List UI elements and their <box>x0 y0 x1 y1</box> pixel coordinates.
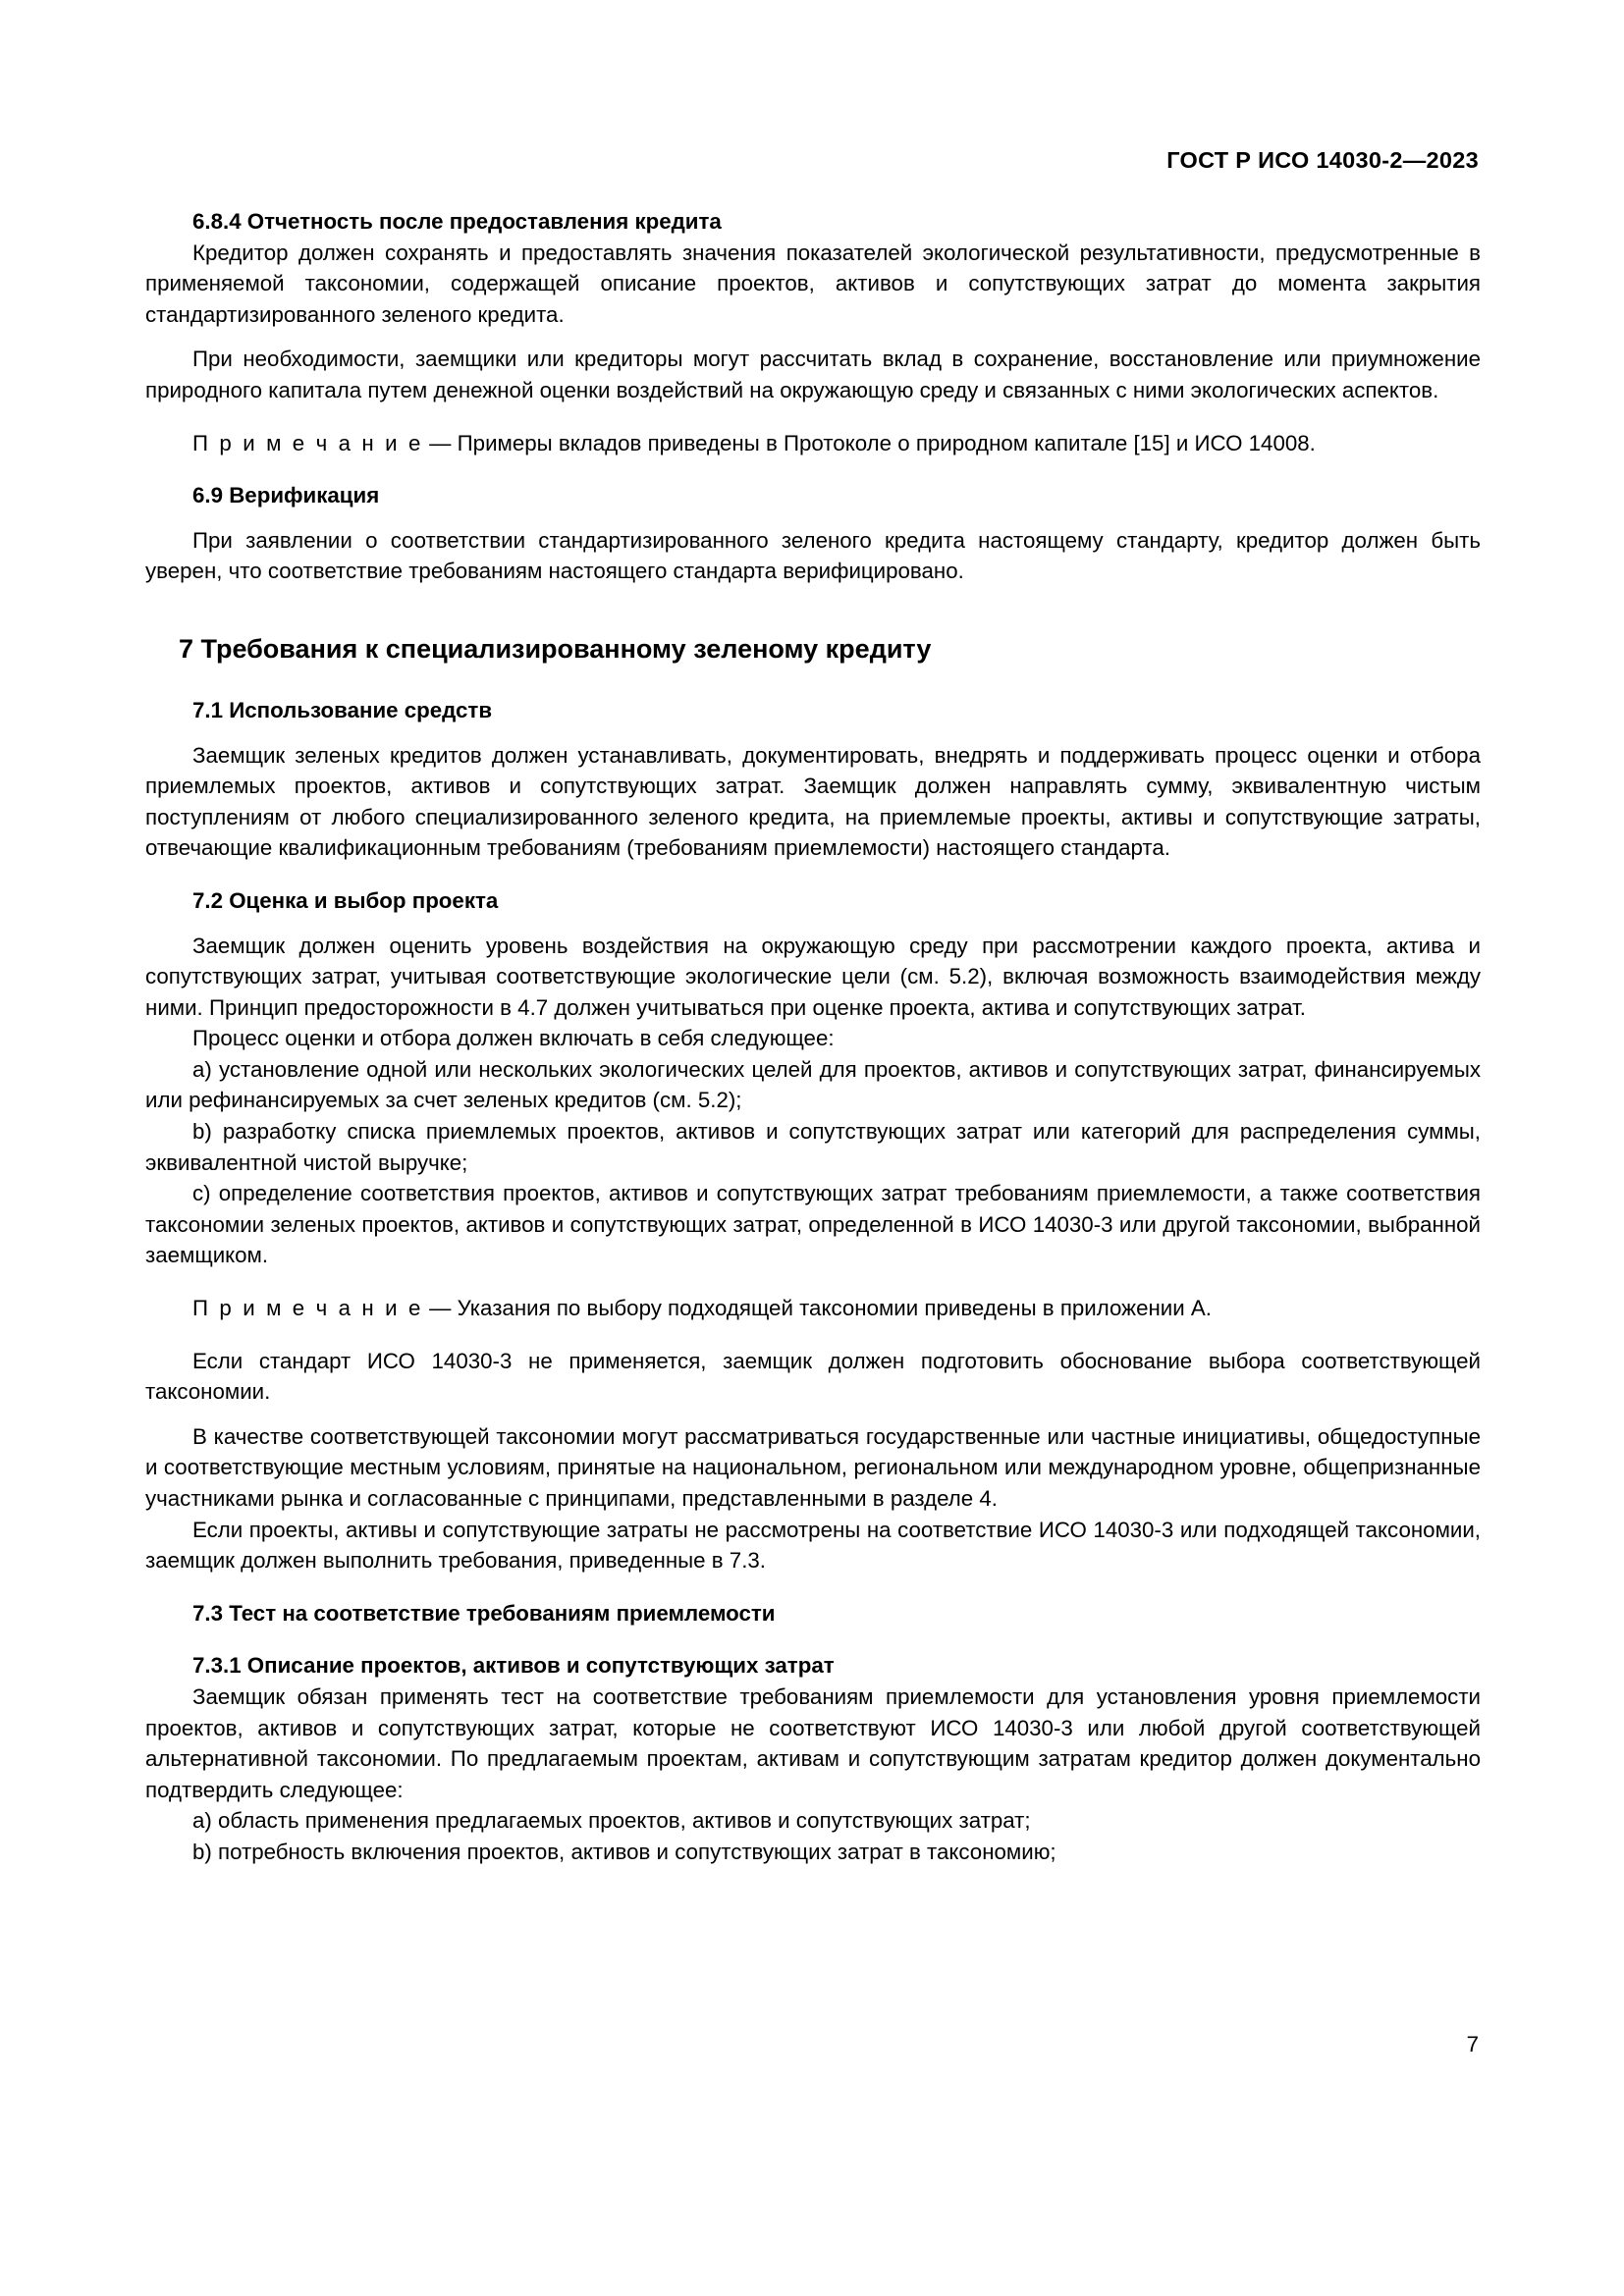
paragraph-7-2-2: Процесс оценки и отбора должен включать в себя следующее: <box>192 1026 835 1051</box>
list-item-7-2-c: c) определение соответствия проектов, активов и сопутствующих затрат требованиям приемлемости, а также соответствия таксономии зеленых проектов, активов и сопутствующих затрат, определенной в ИСО 14030-3 или другой таксономии, выбранной заемщиком. <box>145 1181 1481 1268</box>
heading-7-1: 7.1 Использование средств <box>192 697 493 722</box>
note-6-8-4 <box>145 428 1481 459</box>
note-text: — Указания по выбору подходящей таксономии приведены в приложении А. <box>422 1296 1212 1321</box>
paragraph-6-9-1: При заявлении о соответствии стандартизированного зеленого кредита настоящему стандарту, кредитор должен быть уверен, что соответствие требованиям настоящего стандарта верифицировано. <box>145 527 1481 584</box>
paragraph-7-3-1-1: Заемщик обязан применять тест на соответствие требованиям приемлемости для установления уровня приемлемости проектов, активов и сопутствующих затрат, которые не соответствуют ИСО 14030-3 или любой другой соответствующей альтернативной таксономии. По предлагаемым проектам, активам и сопутствующим затратам кредитор должен документально подтвердить следующее: <box>145 1683 1481 1802</box>
paragraph-7-2-5: Если проекты, активы и сопутствующие затраты не рассмотрены на соответствие ИСО 14030-3 или подходящей таксономии, заемщик должен выполнить требования, приведенные в 7.3. <box>145 1517 1481 1574</box>
page-number: 7 <box>1466 2032 1479 2056</box>
heading-7-3: 7.3 Тест на соответствие требованиям приемлемости <box>192 1600 776 1626</box>
list-item-7-2-a: a) установление одной или нескольких экологических целей для проектов, активов и сопутствующих затрат, финансируемых или рефинансируемых за счет зеленых кредитов (см. 5.2); <box>145 1056 1481 1113</box>
list-item-7-3-1-a: a) область применения предлагаемых проектов, активов и сопутствующих затрат; <box>192 1808 1031 1834</box>
heading-6-9: 6.9 Верификация <box>192 483 380 508</box>
heading-6-8-4: 6.8.4 Отчетность после предоставления кредита <box>192 209 722 234</box>
paragraph-6-8-4-1: Кредитор должен сохранять и предоставлять значения показателей экологической результативности, предусмотренные в применяемой таксономии, содержащей описание проектов, активов и сопутствующих затрат до момента закрытия стандартизированного зеленого кредита. <box>145 240 1481 327</box>
paragraph-7-2-1: Заемщик должен оценить уровень воздействия на окружающую среду при рассмотрении каждого проекта, актива и сопутствующих затрат, учитывая соответствующие экологические цели (см. 5.2), включая возможность взаимодействия между ними. Принцип предосторожности в 4.7 должен учитываться при оценке проекта, актива и сопутствующих затрат. <box>145 933 1481 1020</box>
paragraph-6-8-4-2: При необходимости, заемщики или кредиторы могут рассчитать вклад в сохранение, восстановление или приумножение природного капитала путем денежной оценки воздействий на окружающую среду и связанных с ними экологических аспектов. <box>145 347 1481 402</box>
heading-section-7: 7 Требования к специализированному зеленому кредиту <box>179 633 932 664</box>
list-item-7-2-b: b) разработку списка приемлемых проектов, активов и сопутствующих затрат или категорий для распределения суммы, эквивалентной чистой выручке; <box>145 1119 1481 1175</box>
page-header-standard-number: ГОСТ Р ИСО 14030-2—2023 <box>1166 147 1479 173</box>
note-text: — Примеры вкладов приведены в Протоколе о природном капитале [15] и ИСО 14008. <box>422 430 1316 455</box>
page-body <box>145 206 1481 1868</box>
paragraph-7-1-1: Заемщик зеленых кредитов должен устанавливать, документировать, внедрять и поддерживать процесс оценки и отбора приемлемых проектов, активов и сопутствующих затрат. Заемщик должен направлять сумму, эквивалентную чистым поступлениям от любого специализированного зеленого кредита, на приемлемые проекты, активы и сопутствующие затраты, отвечающие квалификационным требованиям (требованиям приемлемости) настоящего стандарта. <box>145 742 1481 861</box>
note-label: П р и м е ч а н и е <box>192 1296 423 1321</box>
paragraph-7-2-3: Если стандарт ИСО 14030-3 не применяется, заемщик должен подготовить обоснование выбора соответствующей таксономии. <box>145 1348 1481 1405</box>
note-7-2 <box>145 1293 1481 1324</box>
heading-7-3-1: 7.3.1 Описание проектов, активов и сопутствующих затрат <box>192 1653 835 1679</box>
note-label: П р и м е ч а н и е <box>192 430 423 455</box>
paragraph-7-2-4: В качестве соответствующей таксономии могут рассматриваться государственные или частные инициативы, общедоступные и соответствующие местным условиям, принятые на национальном, региональном или международном уровне, общепризнанные участниками рынка и согласованные с принципами, представленными в разделе 4. <box>145 1423 1481 1511</box>
heading-7-2: 7.2 Оценка и выбор проекта <box>192 887 499 913</box>
list-item-7-3-1-b: b) потребность включения проектов, активов и сопутствующих затрат в таксономию; <box>192 1839 1056 1864</box>
